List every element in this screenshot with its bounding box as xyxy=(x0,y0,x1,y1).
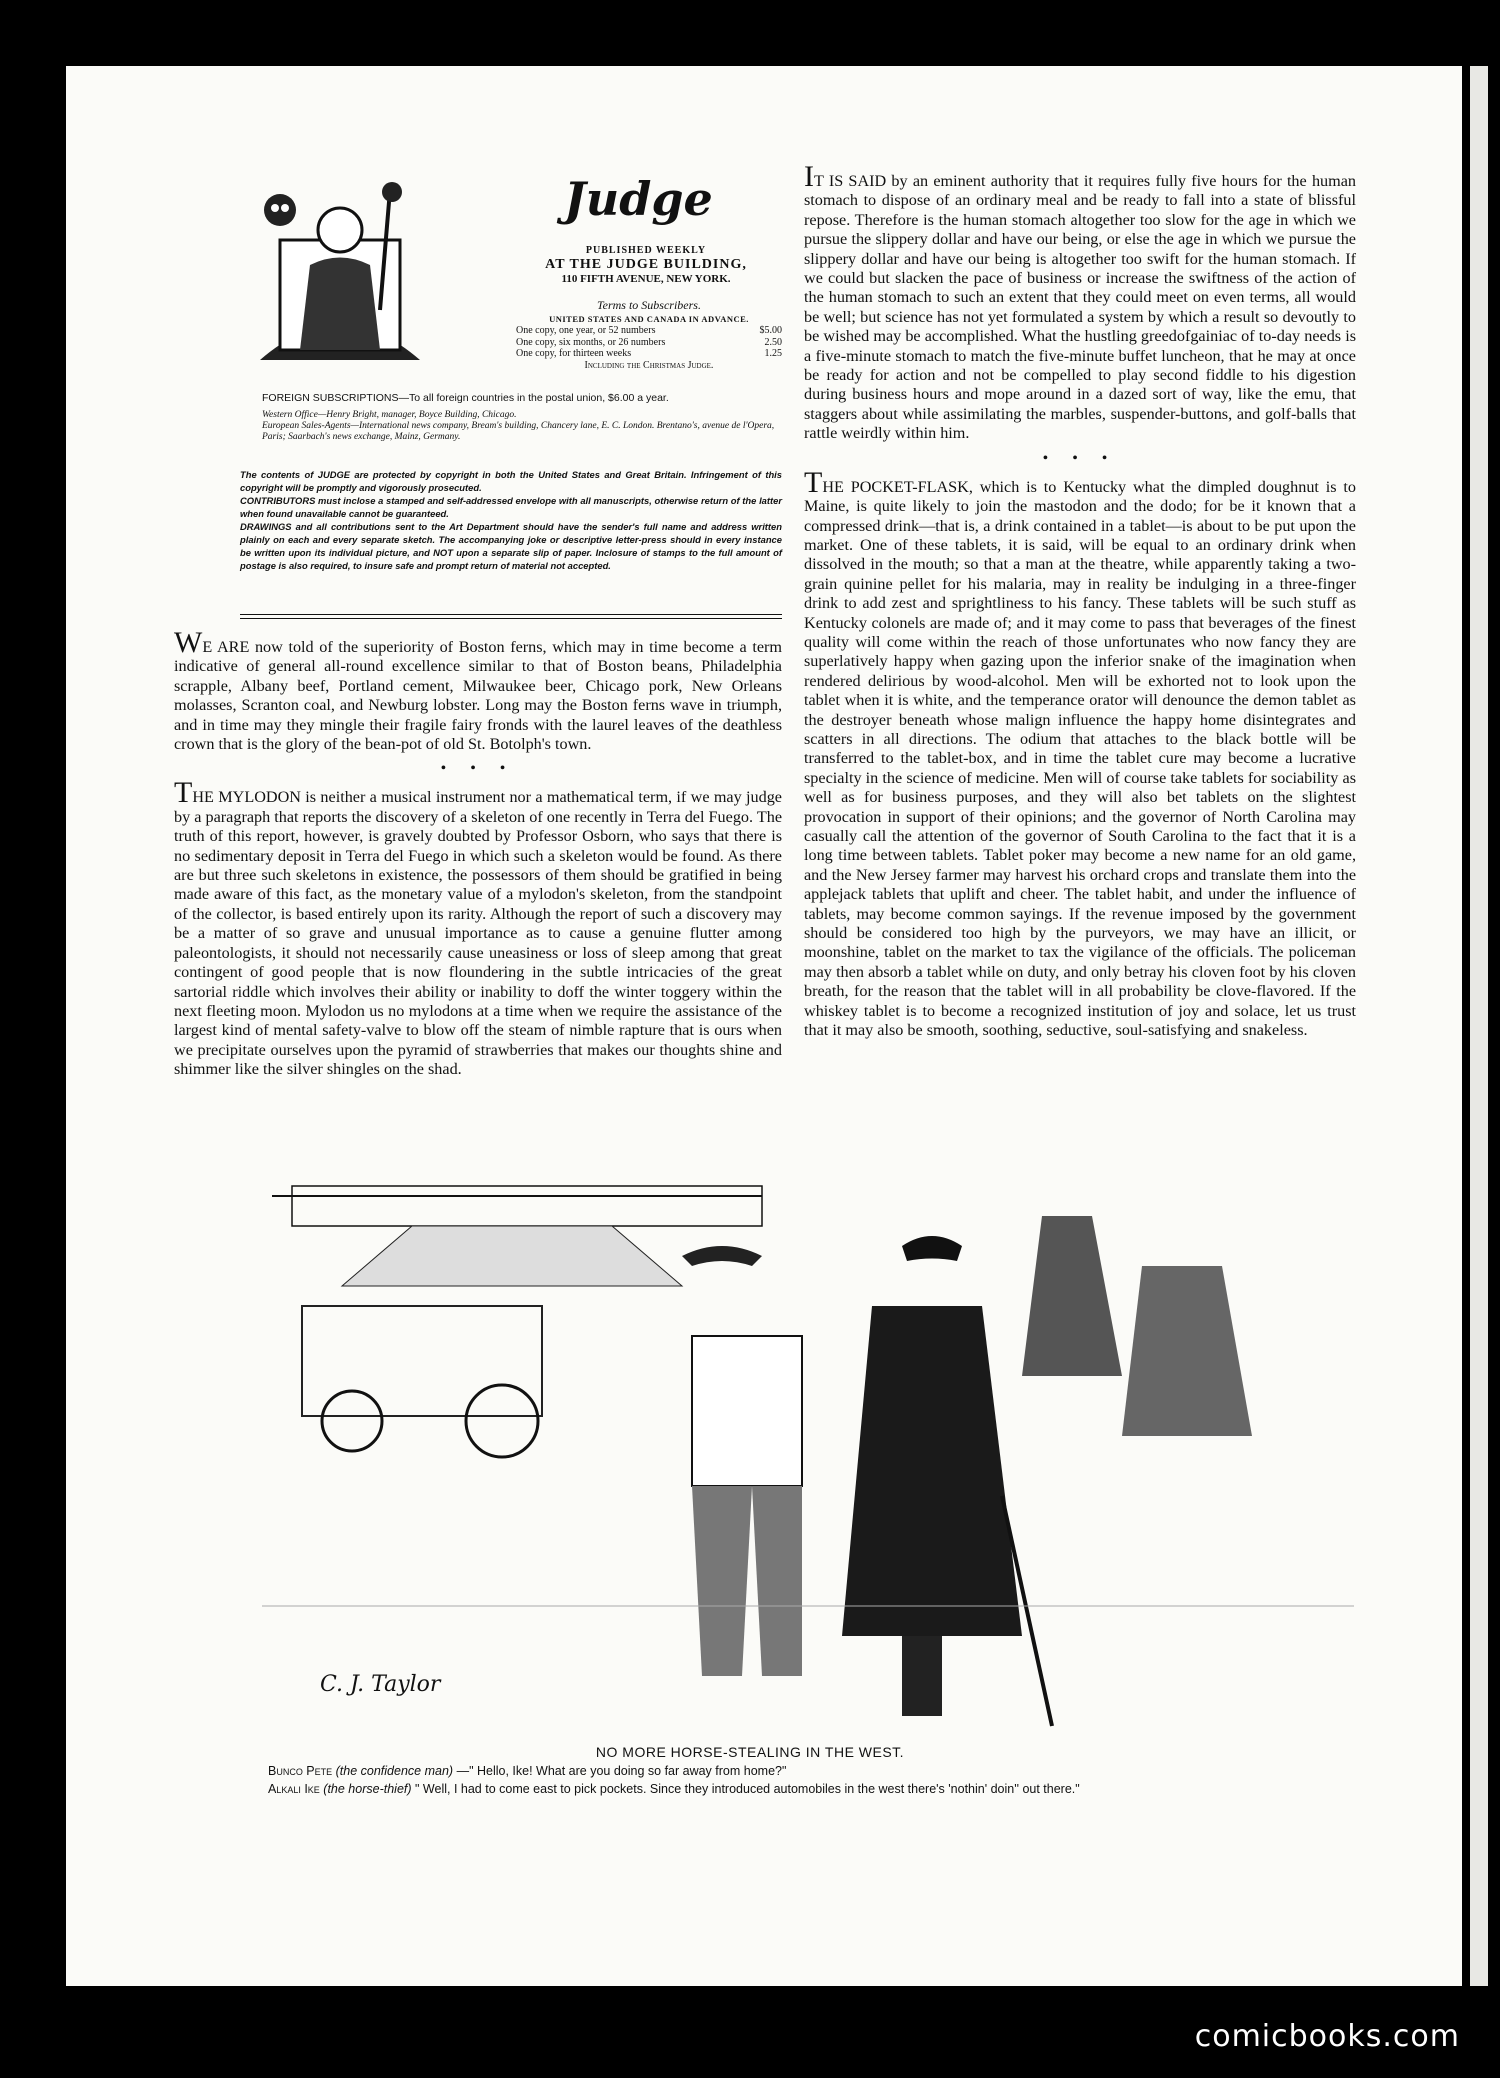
terms-row xyxy=(516,337,782,349)
building-name: AT THE JUDGE BUILDING, xyxy=(545,257,747,272)
terms-price: $5.00 xyxy=(759,325,782,336)
cartoon-title: NO MORE HORSE-STEALING IN THE WEST. xyxy=(595,1744,905,1760)
speaker-quote: " Well, I had to come east to pick pockets. Since they introduced automobiles in the west there's 'nothin' doin'' out there." xyxy=(415,1782,1080,1796)
notice-copyright: The contents of JUDGE are protected by copyright in both the United States and Great Britain. Infringement of this copyright will be promptly and vigorously prosecuted. xyxy=(240,469,782,493)
speaker-name: Alkali Ike xyxy=(268,1782,320,1796)
cartoon-illustration xyxy=(262,1176,1354,1736)
foreign-subscriptions: FOREIGN SUBSCRIPTIONS—To all foreign countries in the postal union, $6.00 a year. xyxy=(262,392,669,404)
article-stomach: IT IS SAID by an eminent authority that it requires fully five hours for the human stomach to dispose of an ordinary meal and be ready to fall into a state of blissful repose. Therefore is the human stomach altogether too slow for the age in which we pursue the slippery dollar and have our being, or else the age in which we pursue the slippery dollar and have our being is altogether too swift for the human stomach. If we could but slacken the pace of business or increase the swiftness of the action of the human stomach to such an extent that they could meet on even terms, all would be well; but science has not yet formulated a system by which a result so devoutly to be wished may be accomplished. What the hustling greedofgainiac of to-day needs is a five-minute stomach to match the five-minute buffet luncheon, that he may at once be ready for action and not be compelled to play second fiddle to his digestion during business hours and mope around in a dazed sort of way, like the emu, that staggers about while assimilating the marbles, suspender-buttons, and golf-balls that rattle weirdly within him. xyxy=(804,160,1356,443)
masthead-title: Judge xyxy=(564,172,713,226)
divider-rule xyxy=(240,614,782,615)
caption-line-2 xyxy=(268,1782,1080,1796)
terms-title: Terms to Subscribers. xyxy=(597,298,701,312)
building-address: 110 FIFTH AVENUE, NEW YORK. xyxy=(561,273,731,285)
section-separator: • • • xyxy=(440,760,516,778)
caption-line-1 xyxy=(268,1764,786,1778)
speaker-role: (the horse-thief) xyxy=(323,1782,412,1796)
terms-price: 1.25 xyxy=(764,348,782,359)
article-mylodon: THE MYLODON is neither a musical instrument nor a mathematical term, if we may judge by a paragraph that reports the discovery of a skeleton of one recently in Terra del Fuego. The truth of this report, however, is gravely doubted by Professor Osborn, who says that there is no sedimentary deposit in Terra del Fuego in which such a skeleton would be found. As there are but three such skeletons in existence, the possessors of them should be gratified in being made aware of this fact, as the monetary value of a mylodon's skeleton, from the standpoint of the collector, is based entirely upon its rarity. Although the report of such a discovery may be a matter of so grave and unusual importance as to cause a genuine flutter among paleontologists, it should not necessarily cause uneasiness or loss of sleep among that great contingent of good people that is now floundering in the subtle intricacies of the great sartorial riddle which involves their ability or inability to doff the winter toggery within the next fleeting moon. Mylodon us no mylodons at a time when we require the assistance of the largest kind of mental safety-valve to blow off the steam of nimble rapture that is ours when we precipitate ourselves upon the pyramid of strawberries that makes our thoughts shine and shimmer like the silver shingles on the shad. xyxy=(174,776,782,1079)
terms-label: One copy, six months, or 26 numbers xyxy=(516,336,666,348)
site-watermark: comicbooks.com xyxy=(1194,2019,1460,2054)
judge-logo-illustration xyxy=(240,170,440,370)
terms-row xyxy=(516,325,782,337)
masthead xyxy=(234,164,782,384)
christmas-note: Including the Christmas Judge. xyxy=(584,359,714,371)
artist-signature: C. J. Taylor xyxy=(320,1672,441,1697)
terms-label: One copy, for thirteen weeks xyxy=(516,348,632,359)
notice-contributors: CONTRIBUTORS must inclose a stamped and self-addressed envelope with all manuscripts, otherwise return of the latter when found unavailable cannot be guaranteed. xyxy=(240,495,782,519)
left-column xyxy=(174,626,782,1080)
adjacent-page-edge xyxy=(1470,66,1488,1986)
published-weekly: PUBLISHED WEEKLY xyxy=(585,245,707,256)
terms-row xyxy=(516,348,782,360)
notice-drawings: DRAWINGS and all contributions sent to the Art Department should have the sender's full name and address written plainly on each and every separate sketch. The accompanying joke or descriptive letter-press should in every instance be written upon its individual picture, and NOT upon a separate slip of paper. Inclosure of stamps to the full amount of postage is also required, to insure safe and prompt return of material not accepted. xyxy=(240,521,782,571)
agents-info xyxy=(262,410,782,443)
copyright-notice xyxy=(240,468,782,572)
divider-rule xyxy=(240,618,782,619)
subscription-terms xyxy=(516,300,782,371)
speaker-quote: —" Hello, Ike! What are you doing so far away from home?" xyxy=(456,1764,787,1778)
article-pocket-flask: THE POCKET-FLASK, which is to Kentucky what the dimpled doughnut is to Maine, is quite likely to join the mastodon and the dodo; for be it known that a compressed drink—that is, a drink contained in a tablet—is about to be put upon the market. One of these tablets, it is said, will be equal to an ordinary drink when dissolved in the mouth; so that a man at the theatre, while apparently taking a two-grain quinine pellet for his malaria, may in reality be indulging in a three-finger drink to add zest and sprightliness to his fancy. These tablets will be such stuff as Kentucky colonels are made of; and it may come to pass that beverages of the finest quality will come within the reach of those unfortunates who now fancy they are superlatively happy when gazing upon the inferior snake of the imagination when rendered delirious by wood-alcohol. Men will be exhorted not to look upon the tablet when it is white, and the temperance orator will denounce the demon tablet as the destroyer beneath whose malign influence the happy home disintegrates and scatters in all directions. The odium that attaches to the black bottle will be transferred to the tablet-box, and in time the tablet cure may become a lucrative specialty in the science of medicine. Men will of course take tablets for sociability as well as for business purposes, and they will also bet tablets on the slightest provocation in support of their opinions; and the governor of North Carolina may casually call the attention of the governor of South Carolina to the fact that it is a long time between tablets. Tablet poker may become a new name for an old game, and the New Jersey farmer may harvest his orchard crops and translate them into the applejack tablets that uplift and cheer. The tablet habit, and under the influence of tablets, may become common sayings. If the revenue imposed by the government should be considered too high by the purveyors, we may have an illicit, or moonshine, tablet on the market to tax the vigilance of the officials. The policeman may then absorb a tablet while on duty, and only betray his cloven foot by his cloven breath, for the reason that the tablet will in all probability be clove-flavored. If the whiskey tablet is to become a recognized institution of joy and solace, let us trust that it may also be smooth, soothing, seductive, soul-satisfying and snakeless. xyxy=(804,465,1356,1040)
speaker-name: Bunco Pete xyxy=(268,1764,333,1778)
terms-label: One copy, one year, or 52 numbers xyxy=(516,325,656,336)
european-agents: European Sales-Agents—International news company, Bream's building, Chancery lane, E. C. London. Brentano's, avenue de l'Opera, Paris; Saarbach's news exchange, Mainz, Germany. xyxy=(262,421,775,442)
right-column xyxy=(804,160,1356,1040)
terms-heading: UNITED STATES AND CANADA IN ADVANCE. xyxy=(549,313,749,324)
section-separator: • • • xyxy=(1042,449,1118,467)
article-boston-ferns: WE ARE now told of the superiority of Boston ferns, which may in time become a term indicative of general all-round excellence similar to that of Boston beans, Philadelphia scrapple, Albany beef, Portland cement, Milwaukee beer, Chicago pork, New Orleans molasses, Scranton coal, and Newburg lobster. Long may the Boston ferns wave in triumph, and in time may they mingle their fragile fairy fronds with the laurel leaves of the deathless crown that is the glory of the bean-pot of old St. Botolph's town. xyxy=(174,626,782,754)
terms-price: 2.50 xyxy=(764,336,782,348)
western-office: Western Office—Henry Bright, manager, Boyce Building, Chicago. xyxy=(262,410,517,420)
speaker-role: (the confidence man) xyxy=(335,1764,454,1778)
publication-info xyxy=(510,244,782,286)
